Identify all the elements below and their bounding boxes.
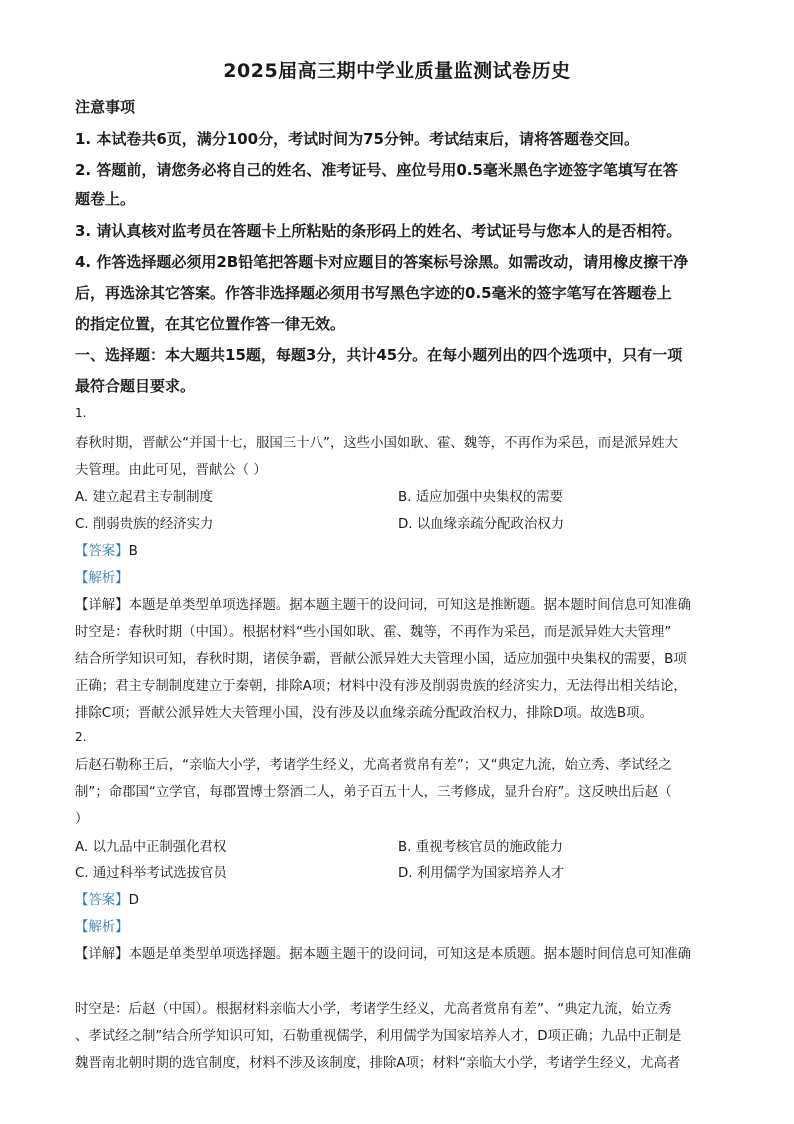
question-1-number: 1. xyxy=(75,406,87,420)
notice-item-2-line-2: 题卷上。 xyxy=(75,190,136,208)
page-title: 2025届高三期中学业质量监测试卷历史 xyxy=(223,60,571,82)
question-2-stem-line-3: ） xyxy=(75,812,89,827)
question-1-stem-line-1: 春秋时期，晋献公“并国十七，服国三十八”，这些小国如耿、霍、魏等，不再作为采邑，而是派异姓大 xyxy=(75,436,679,451)
notice-item-2-line-1: 2. 答题前，请您务必将自己的姓名、准考证号、座位号用0.5毫米黑色字迹签字笔填写在答 xyxy=(75,161,678,179)
question-1-detail-line-5: 排除C项；晋献公派异姓大夫管理小国，没有涉及以血缘亲疏分配政治权力，排除D项。故选B项。 xyxy=(75,706,653,721)
question-2-option-b: B. 重视考核官员的施政能力 xyxy=(398,840,563,855)
question-1-option-d: D. 以血缘亲疏分配政治权力 xyxy=(398,517,565,532)
notice-item-1: 1. 本试卷共6页，满分100分，考试时间为75分钟。考试结束后，请将答题卷交回。 xyxy=(75,130,639,148)
question-2-option-a: A. 以九品中正制强化君权 xyxy=(75,840,227,855)
question-2-number: 2. xyxy=(75,730,87,744)
analysis-tag: 【解析】 xyxy=(75,920,129,935)
question-1-stem-line-2: 夫管理。由此可见，晋献公（ ） xyxy=(75,463,267,478)
question-2-answer xyxy=(75,889,735,908)
detail-tag: 【详解】 xyxy=(75,947,129,962)
question-1-detail-line-4: 正确；君主专制制度建立于秦朝，排除A项；材料中没有涉及削弱贵族的经济实力，无法得出相关结论， xyxy=(75,679,687,694)
detail-text: 本题是单类型单项选择题。据本题主题干的设问词，可知这是推断题。据本题时间信息可知准确 xyxy=(128,598,691,613)
notice-item-4-line-3: 的指定位置，在其它位置作答一律无效。 xyxy=(75,315,346,333)
notice-heading: 注意事项 xyxy=(75,98,136,116)
question-2-detail-line-3: 、孝试经之制”结合所学知识可知，石勒重视儒学，利用儒学为国家培养人才，D项正确；九品中正制是 xyxy=(75,1029,682,1044)
question-1-detail-line-3: 结合所学知识可知，春秋时期，诸侯争霸，晋献公派异姓大夫管理小国，适应加强中央集权的需要，B项 xyxy=(75,652,687,667)
section-heading-line-1: 一、选择题：本大题共15题，每题3分，共计45分。在每小题列出的四个选项中，只有一项 xyxy=(75,346,683,364)
detail-text: 本题是单类型单项选择题。据本题主题干的设问词，可知这是本质题。据本题时间信息可知准确 xyxy=(128,947,691,962)
answer-tag: 【答案】 xyxy=(75,544,129,559)
notice-item-3: 3. 请认真核对监考员在答题卡上所粘贴的条形码上的姓名、考试证号与您本人的是否相符。 xyxy=(75,222,682,240)
answer-value: B xyxy=(128,544,138,559)
question-2-option-c: C. 通过科举考试选拔官员 xyxy=(75,866,227,881)
question-1-option-b: B. 适应加强中央集权的需要 xyxy=(398,490,563,505)
answer-tag: 【答案】 xyxy=(75,893,129,908)
question-2-detail-line-2: 时空是：后赵（中国）。根据材料亲临大小学，考诸学生经义，尤高者赏帛有差”、“典定九流，始立秀 xyxy=(75,1002,672,1017)
question-2-stem-line-1: 后赵石勒称王后，“亲临大小学，考诸学生经义，尤高者赏帛有差”；又“典定九流，始立秀、孝试经之 xyxy=(75,758,672,773)
question-2-detail-line-4: 魏晋南北朝时期的选官制度，材料不涉及该制度，排除A项；材料“亲临大小学，考诸学生经义，尤高者 xyxy=(75,1056,681,1071)
question-1-options-row-2 xyxy=(75,513,735,531)
notice-item-4-line-2: 后，再选涂其它答案。作答非选择题必须用书写黑色字迹的0.5毫米的签字笔写在答题卷上 xyxy=(75,284,672,302)
question-2-analysis xyxy=(75,916,735,935)
question-1-detail-line-2: 时空是：春秋时期（中国）。根据材料“些小国如耿、霍、魏等，不再作为采邑，而是派异姓大夫管理” xyxy=(75,625,672,640)
question-2-options-row-1 xyxy=(75,836,735,854)
question-1-options-row-1 xyxy=(75,486,735,504)
question-2-detail-line-1 xyxy=(75,943,735,962)
analysis-tag: 【解析】 xyxy=(75,571,129,586)
question-1-option-a: A. 建立起君主专制制度 xyxy=(75,490,213,505)
question-1-detail-line-1 xyxy=(75,594,735,613)
notice-item-4-line-1: 4. 作答选择题必须用2B铅笔把答题卡对应题目的答案标号涂黑。如需改动，请用橡皮擦干净 xyxy=(75,253,689,271)
question-1-answer xyxy=(75,540,735,559)
question-1-option-c: C. 削弱贵族的经济实力 xyxy=(75,517,214,532)
question-2-option-d: D. 利用儒学为国家培养人才 xyxy=(398,866,565,881)
question-2-options-row-2 xyxy=(75,862,735,880)
question-1-analysis xyxy=(75,567,735,586)
question-2-stem-line-2: 制”；命郡国“立学官，每郡置博士祭酒二人，弟子百五十人，三考修成，显升台府”。这反映出后赵（ xyxy=(75,785,672,800)
answer-value: D xyxy=(128,893,139,908)
detail-tag: 【详解】 xyxy=(75,598,129,613)
section-heading-line-2: 最符合题目要求。 xyxy=(75,377,196,395)
